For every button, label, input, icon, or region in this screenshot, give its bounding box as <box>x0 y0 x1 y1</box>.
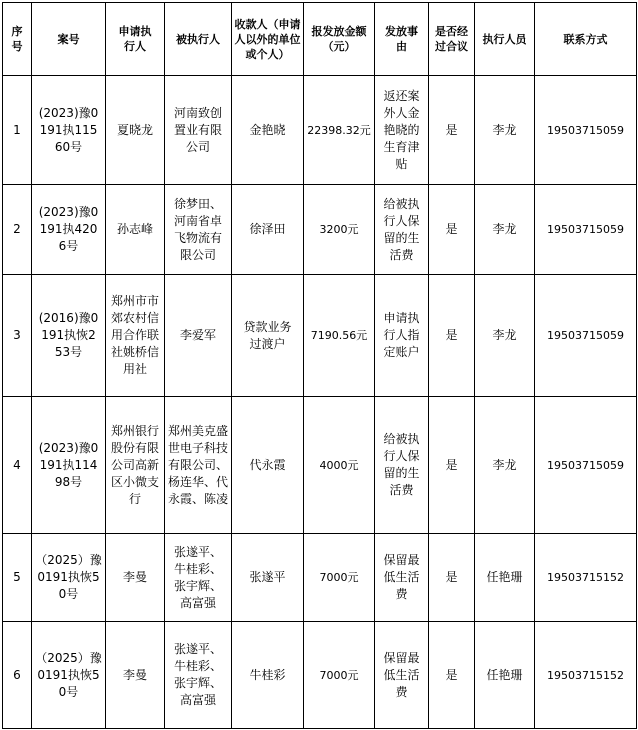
cell-seq: 6 <box>3 622 32 729</box>
cell-reason: 保留最低生活费 <box>375 622 429 729</box>
header-reason: 发放事由 <box>375 3 429 76</box>
cell-payee: 贷款业务过渡户 <box>232 275 304 397</box>
header-row <box>3 3 637 76</box>
header-contact: 联系方式 <box>535 3 637 76</box>
cell-applicant: 孙志峰 <box>106 185 165 275</box>
cell-respondent: 郑州美克盛世电子科技有限公司、杨连华、代永霞、陈凌 <box>165 397 232 534</box>
cell-executor: 李龙 <box>475 76 535 185</box>
cell-amount: 7000元 <box>304 622 375 729</box>
cell-payee: 代永霞 <box>232 397 304 534</box>
cell-contact: 19503715059 <box>535 397 637 534</box>
cell-contact: 19503715152 <box>535 622 637 729</box>
header-respondent: 被执行人 <box>165 3 232 76</box>
cell-reason: 申请执行人指定账户 <box>375 275 429 397</box>
cell-reason: 保留最低生活费 <box>375 534 429 622</box>
cell-seq: 3 <box>3 275 32 397</box>
header-applicant: 申请执行人 <box>106 3 165 76</box>
cell-applicant: 郑州银行股份有限公司高新区小微支行 <box>106 397 165 534</box>
header-amount: 报发放金额（元） <box>304 3 375 76</box>
header-payee: 收款人（申请人以外的单位或个人） <box>232 3 304 76</box>
cell-case-no: (2023)豫0191执11560号 <box>32 76 106 185</box>
cell-approved: 是 <box>429 275 475 397</box>
payment-table <box>2 2 637 729</box>
cell-case-no: (2016)豫0191执恢253号 <box>32 275 106 397</box>
cell-payee: 徐泽田 <box>232 185 304 275</box>
cell-respondent: 张遂平、牛桂彩、张宇辉、高富强 <box>165 534 232 622</box>
cell-reason: 给被执行人保留的生活费 <box>375 185 429 275</box>
cell-contact: 19503715059 <box>535 275 637 397</box>
table-row <box>3 622 637 729</box>
cell-approved: 是 <box>429 76 475 185</box>
cell-executor: 任艳珊 <box>475 534 535 622</box>
cell-executor: 任艳珊 <box>475 622 535 729</box>
header-approved: 是否经过合议 <box>429 3 475 76</box>
table-row <box>3 76 637 185</box>
cell-amount: 7000元 <box>304 534 375 622</box>
header-executor: 执行人员 <box>475 3 535 76</box>
cell-payee: 金艳晓 <box>232 76 304 185</box>
cell-applicant: 李曼 <box>106 534 165 622</box>
cell-reason: 返还案外人金艳晓的生育津贴 <box>375 76 429 185</box>
cell-seq: 1 <box>3 76 32 185</box>
cell-case-no: (2023)豫0191执4206号 <box>32 185 106 275</box>
cell-amount: 7190.56元 <box>304 275 375 397</box>
cell-approved: 是 <box>429 397 475 534</box>
cell-contact: 19503715152 <box>535 534 637 622</box>
cell-executor: 李龙 <box>475 397 535 534</box>
cell-case-no: (2023)豫0191执11498号 <box>32 397 106 534</box>
cell-respondent: 河南致创置业有限公司 <box>165 76 232 185</box>
cell-executor: 李龙 <box>475 185 535 275</box>
cell-payee: 牛桂彩 <box>232 622 304 729</box>
table-row <box>3 534 637 622</box>
cell-case-no: （2025）豫0191执恢50号 <box>32 534 106 622</box>
cell-approved: 是 <box>429 622 475 729</box>
cell-approved: 是 <box>429 534 475 622</box>
cell-contact: 19503715059 <box>535 185 637 275</box>
cell-approved: 是 <box>429 185 475 275</box>
table-row <box>3 397 637 534</box>
cell-amount: 22398.32元 <box>304 76 375 185</box>
header-case-no: 案号 <box>32 3 106 76</box>
cell-applicant: 郑州市市郊农村信用合作联社姚桥信用社 <box>106 275 165 397</box>
cell-payee: 张遂平 <box>232 534 304 622</box>
cell-respondent: 张遂平、牛桂彩、张宇辉、高富强 <box>165 622 232 729</box>
header-seq: 序号 <box>3 3 32 76</box>
cell-applicant: 夏晓龙 <box>106 76 165 185</box>
cell-contact: 19503715059 <box>535 76 637 185</box>
cell-amount: 4000元 <box>304 397 375 534</box>
cell-seq: 4 <box>3 397 32 534</box>
cell-case-no: （2025）豫0191执恢50号 <box>32 622 106 729</box>
cell-amount: 3200元 <box>304 185 375 275</box>
cell-reason: 给被执行人保留的生活费 <box>375 397 429 534</box>
cell-respondent: 李爱军 <box>165 275 232 397</box>
table-row <box>3 275 637 397</box>
cell-applicant: 李曼 <box>106 622 165 729</box>
cell-respondent: 徐梦田、河南省卓飞物流有限公司 <box>165 185 232 275</box>
cell-seq: 5 <box>3 534 32 622</box>
cell-executor: 李龙 <box>475 275 535 397</box>
cell-seq: 2 <box>3 185 32 275</box>
table-row <box>3 185 637 275</box>
